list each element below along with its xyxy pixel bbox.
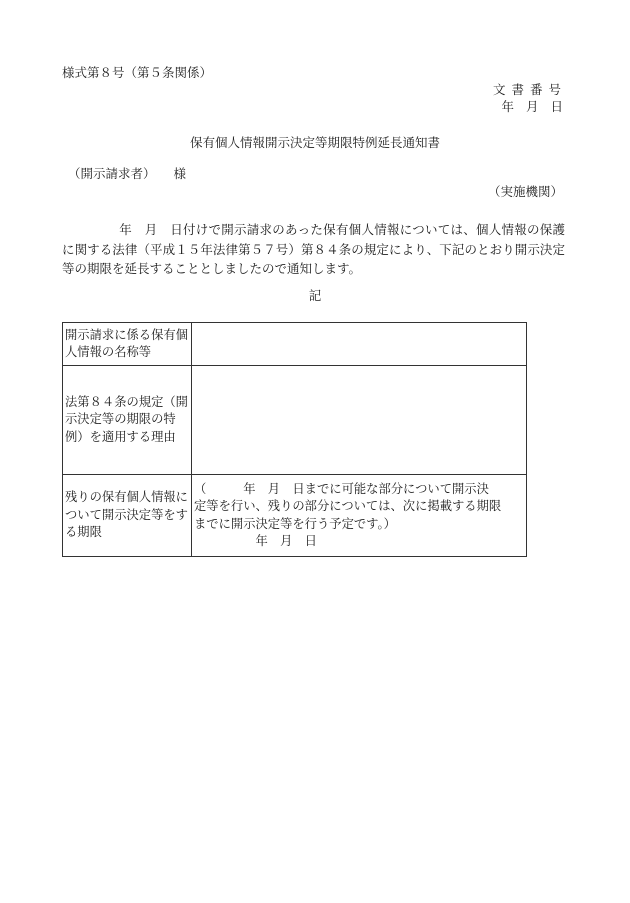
details-table — [62, 322, 527, 557]
body-paragraph — [62, 220, 565, 279]
document-number-label: 文書番号 — [492, 82, 567, 97]
deadline-line-3: までに開示決定等を行う予定です。） — [194, 516, 396, 531]
row-deadline-value[interactable] — [192, 475, 527, 557]
deadline-line-1: （ 年 月 日までに可能な部分について開示決 — [194, 481, 489, 496]
row-reason-value[interactable] — [192, 366, 527, 475]
deadline-line-2: 定等を行い、残りの部分については、次に掲載する期限 — [194, 499, 502, 513]
document-date-label: 年 月 日 — [501, 99, 567, 114]
document-title: 保有個人情報開示決定等期限特例延長通知書 — [189, 135, 440, 150]
form-label: 様式第８号（第５条関係） — [62, 65, 213, 80]
ki-heading: 記 — [308, 288, 322, 303]
row-name-value[interactable] — [192, 323, 527, 366]
addressee-line — [68, 167, 186, 181]
row-reason-label: 法第８４条の規定（開示決定等の期限の特例）を適用する理由 — [63, 366, 192, 475]
deadline-line-4: 年 月 日 — [194, 534, 317, 548]
agency-label: （実施機関） — [487, 184, 563, 199]
addressee-label: （開示請求者） — [68, 166, 156, 181]
honorific: 様 — [173, 166, 187, 181]
row-deadline-label: 残りの保有個人情報について開示決定等をする期限 — [63, 475, 192, 557]
row-name-label: 開示請求に係る保有個人情報の名称等 — [63, 323, 192, 366]
body-text: 年 月 日付けで開示請求のあった保有個人情報については、個人情報の保護に関する法律（平成１５年法律第５７号）第８４条の規定により、下記のとおり開示決定等の期限を延長することとしましたので通知します。 — [62, 222, 565, 276]
